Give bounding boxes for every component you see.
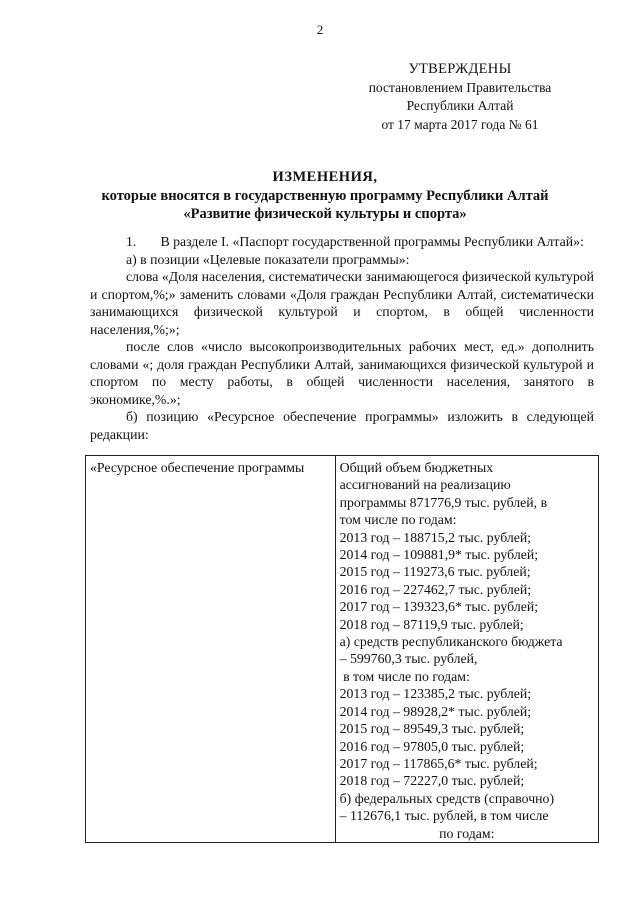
approval-line-2: постановлением Правительства	[368, 79, 552, 95]
table-cell-values	[335, 456, 598, 843]
resource-line: а) средств республиканского бюджета	[339, 634, 563, 650]
page-number: 2	[316, 22, 324, 37]
document-body	[90, 233, 594, 443]
resource-line: по годам:	[439, 825, 495, 841]
resource-line: Общий объем бюджетных	[339, 460, 494, 475]
resource-line: 2015 год – 89549,3 тыс. рублей;	[339, 721, 525, 737]
approval-title: УТВЕРЖДЕНЫ	[408, 61, 512, 77]
resource-table	[85, 455, 599, 843]
resource-line: 2013 год – 123385,2 тыс. рублей;	[339, 686, 532, 702]
approval-line-3: Республики Алтай	[406, 98, 514, 113]
approval-block	[350, 60, 570, 134]
heading-program-name: «Развитие физической культуры и спорта»	[183, 206, 467, 222]
resource-line: том числе по годам:	[339, 512, 457, 528]
table-row	[86, 456, 599, 843]
approval-date: от 17 марта 2017 года № 61	[381, 116, 539, 132]
document-heading	[60, 168, 590, 224]
heading-title: ИЗМЕНЕНИЯ,	[272, 169, 378, 185]
table-cell-label: «Ресурсное обеспечение программы	[86, 456, 336, 843]
paragraph-add-words: после слов «число высокопроизводительных рабочих мест, ед.» дополнить словами «; доля граждан Республики Алтай, занимающихся физической культурой и спортом по месту работы, в общей численности населения, занятого в экономике,%.»;	[90, 339, 594, 407]
resource-line: – 599760,3 тыс. рублей,	[339, 651, 478, 667]
resource-line: б) федеральных средств (справочно)	[339, 790, 555, 806]
paragraph-item-a: а) в позиции «Целевые показатели программы»:	[126, 251, 410, 267]
resource-line: 2018 год – 72227,0 тыс. рублей;	[339, 773, 525, 789]
resource-line: ассигнований на реализацию	[339, 477, 511, 493]
resource-line: 2014 год – 98928,2* тыс. рублей;	[339, 703, 532, 719]
resource-line: 2017 год – 117865,6* тыс. рублей;	[339, 755, 538, 771]
resource-line: программы 871776,9 тыс. рублей, в	[339, 494, 548, 510]
resource-line: 2015 год – 119273,6 тыс. рублей;	[339, 564, 531, 580]
resource-line: в том числе по годам:	[339, 668, 470, 684]
resource-line: 2014 год – 109881,9* тыс. рублей;	[339, 547, 539, 563]
resource-line: – 112676,1 тыс. рублей, в том числе	[339, 808, 549, 824]
resource-line: 2016 год – 227462,7 тыс. рублей;	[339, 581, 532, 597]
paragraph-item-b: б) позицию «Ресурсное обеспечение программы» изложить в следующей редакции:	[90, 409, 594, 442]
heading-subtitle: которые вносятся в государственную программу Республики Алтай	[101, 187, 549, 204]
paragraph-replace-words: слова «Доля населения, систематически занимающегося физической культурой и спортом,%;» заменить словами «Доля граждан Республики Алтай, систематически занимающихся физической культурой и спортом, в общей численности населения,%;»;	[90, 269, 594, 337]
resource-line: 2017 год – 139323,6* тыс. рублей;	[339, 599, 539, 615]
paragraph-section-1: 1. В разделе I. «Паспорт государственной программы Республики Алтай»:	[126, 234, 584, 249]
resource-line: 2016 год – 97805,0 тыс. рублей;	[339, 738, 525, 754]
resource-line: 2013 год – 188715,2 тыс. рублей;	[339, 529, 532, 545]
resource-line: 2018 год – 87119,9 тыс. рублей;	[339, 616, 524, 632]
